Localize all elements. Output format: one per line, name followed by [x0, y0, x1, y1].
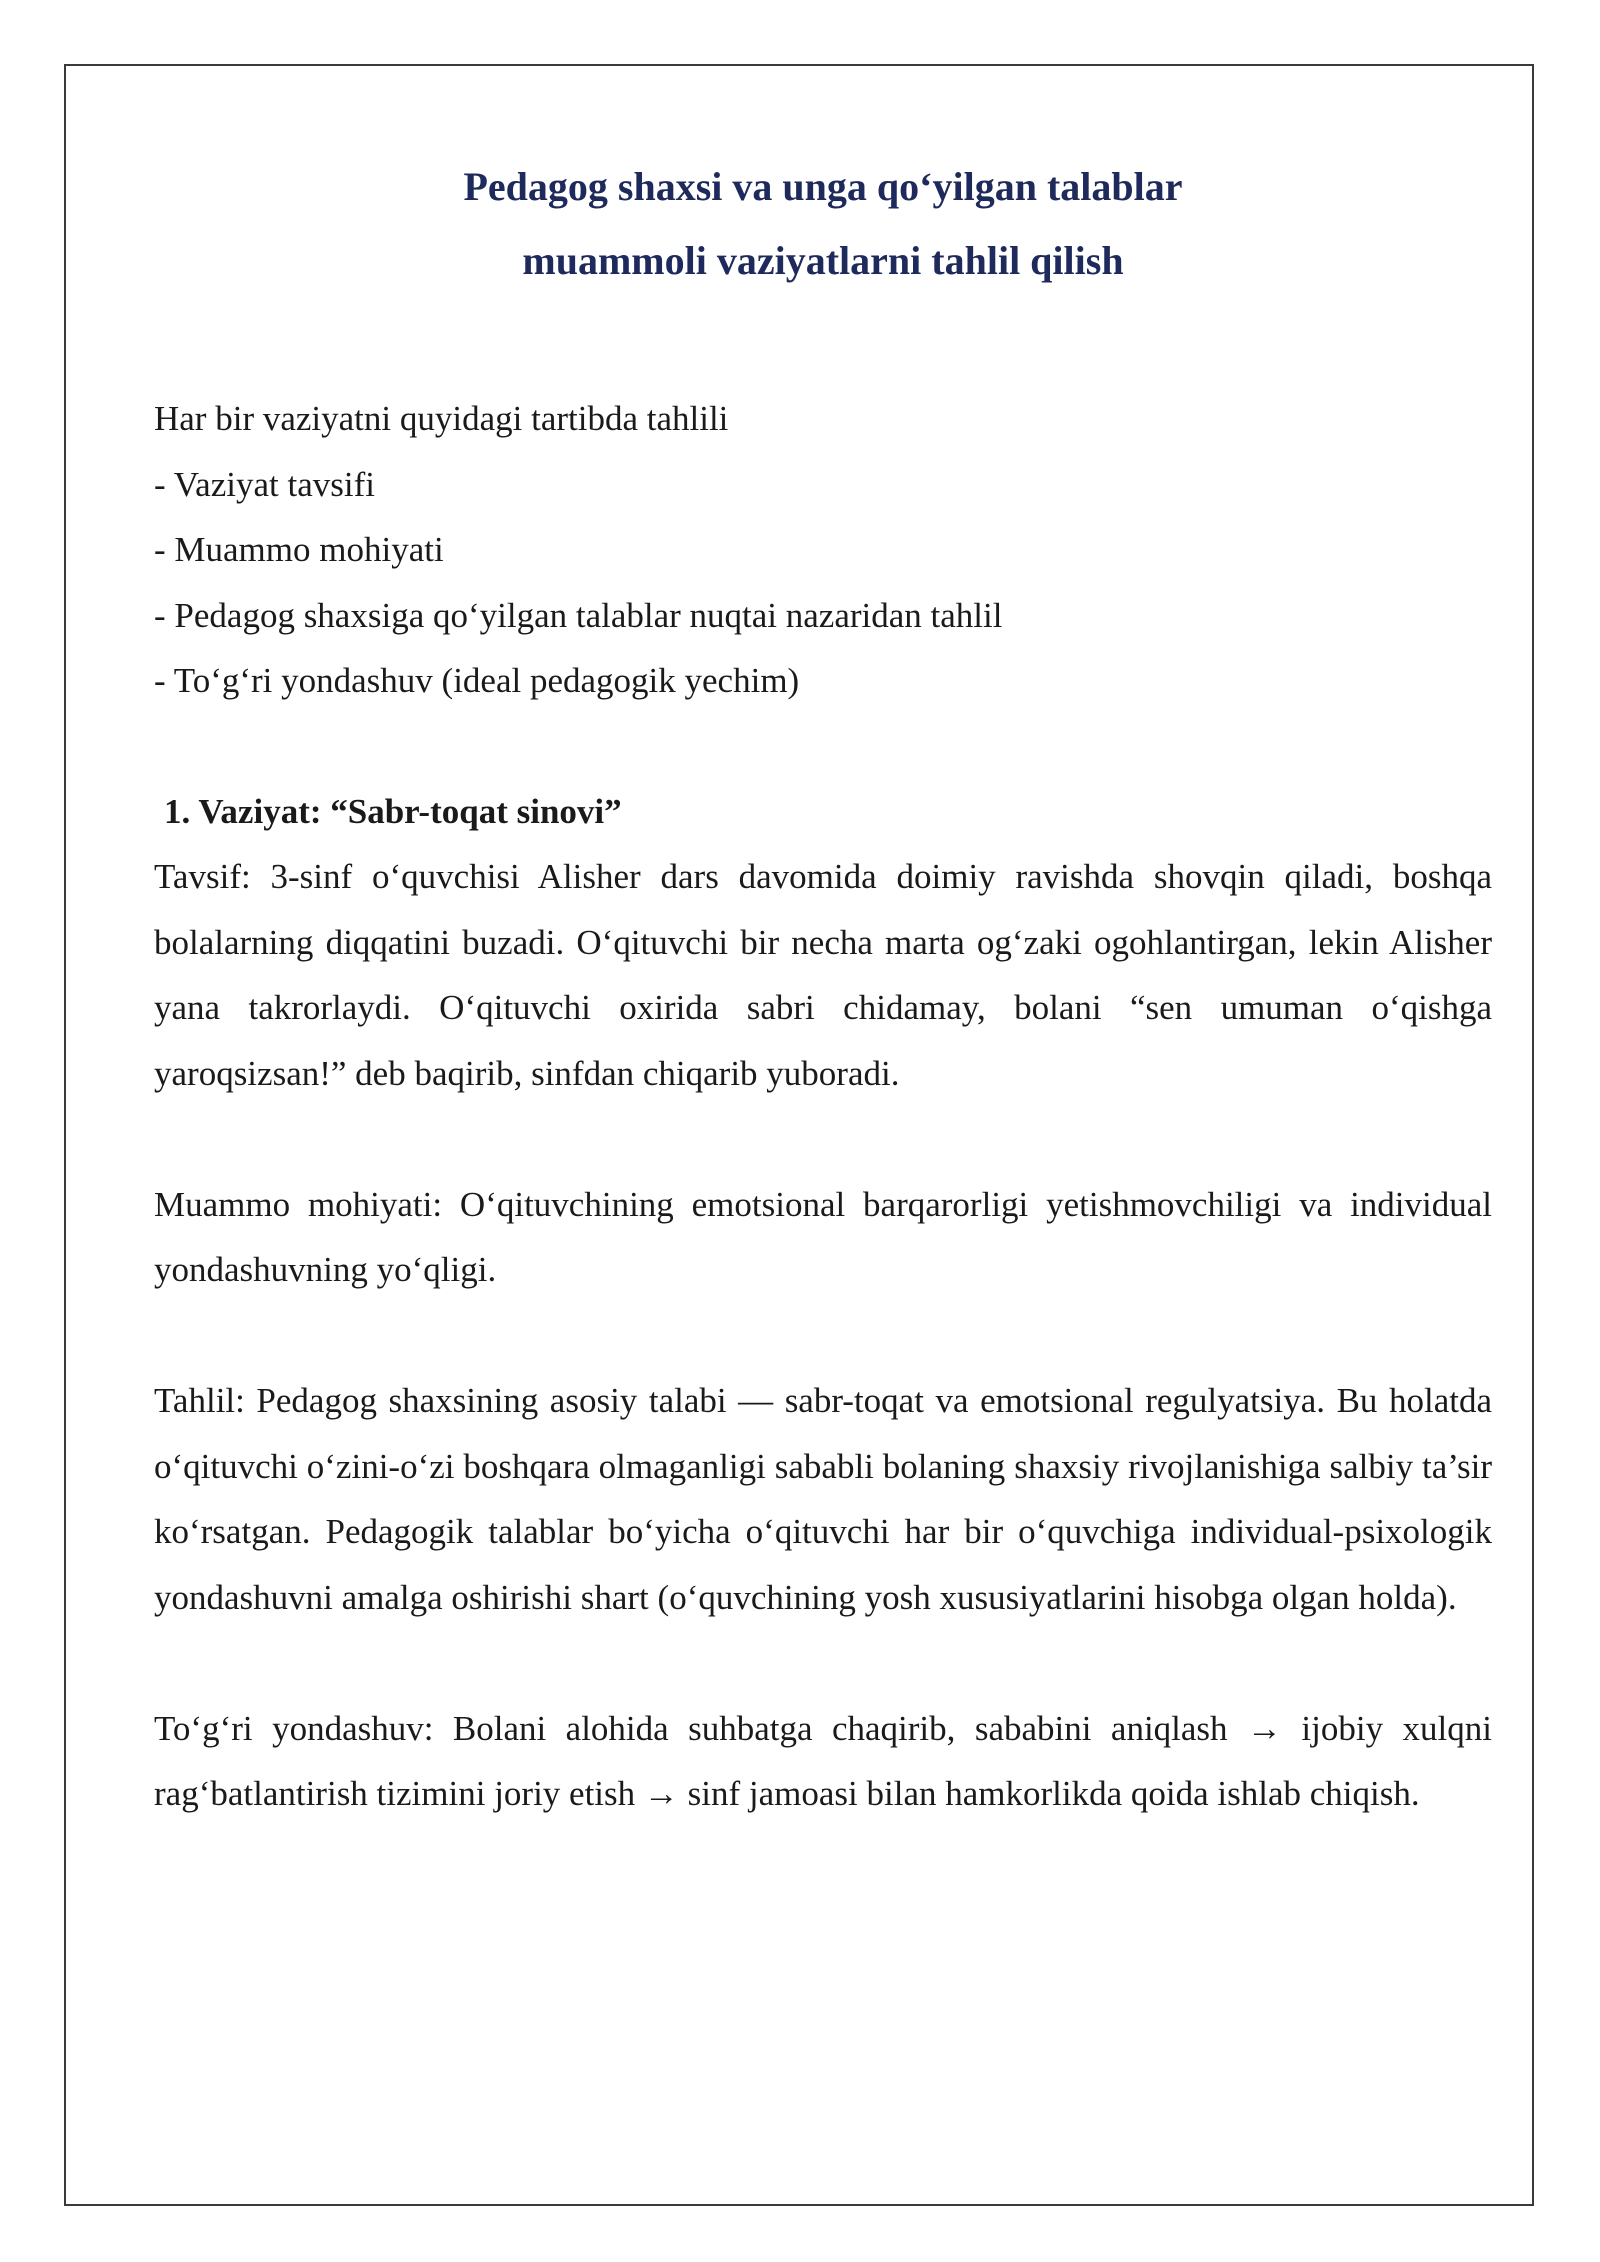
case-1-solution: To‘g‘ri yondashuv: Bolani alohida suhbatga chaqirib, sababini aniqlash → ijobiy xulqni rag‘batlantirish tizimini joriy etish → sinf jamoasi bilan hamkorlikda qoida ishlab chiqish. [154, 1708, 1492, 1813]
intro-block [154, 386, 1492, 714]
intro-list-item: - Muammo mohiyati [154, 530, 444, 569]
intro-list-item: - Vaziyat tavsifi [154, 464, 375, 504]
title-line-2: muammoli vaziyatlarni tahlil qilish [522, 238, 1124, 283]
intro-list-item: - To‘g‘ri yondashuv (ideal pedagogik yechim) [154, 661, 800, 700]
document-title [154, 150, 1492, 298]
title-line-1: Pedagog shaxsi va unga qo‘yilgan talablar [463, 164, 1183, 209]
case-1-description: Tavsif: 3-sinf o‘quvchisi Alisher dars davomida doimiy ravishda shovqin qiladi, boshqa bolalarning diqqatini buzadi. O‘qituvchi bir necha marta og‘zaki ogohlantirgan, lekin Alisher yana takrorlaydi. O‘qituvchi oxirida sabri chidamay, bolani “sen umuman o‘qishga yaroqsizsan!” deb baqirib, sinfdan chiqarib yuboradi. [154, 857, 1492, 1093]
document-body [154, 150, 1492, 1827]
case-1-problem: Muammo mohiyati: O‘qituvchining emotsional barqarorligi yetishmovchiligi va individual yondashuvning yo‘qligi. [154, 1184, 1492, 1289]
intro-heading: Har bir vaziyatni quyidagi tartibda tahlili [154, 399, 729, 438]
case-1-analysis: Tahlil: Pedagog shaxsining asosiy talabi — sabr-toqat va emotsional regulyatsiya. Bu holatda o‘qituvchi o‘zini-o‘zi boshqara olmaganligi sababli bolaning shaxsiy rivojlanishiga salbiy ta’sir ko‘rsatgan. Pedagogik talablar bo‘yicha o‘qituvchi har bir o‘quvchiga individual-psixologik yondashuvni amalga oshirishi shart (o‘quvchining yosh xususiyatlarini hisobga olgan holda). [154, 1381, 1492, 1617]
case-1-heading: 1. Vaziyat: “Sabr-toqat sinovi” [164, 791, 622, 831]
intro-list-item: - Pedagog shaxsiga qo‘yilgan talablar nuqtai nazaridan tahlil [154, 595, 1003, 635]
